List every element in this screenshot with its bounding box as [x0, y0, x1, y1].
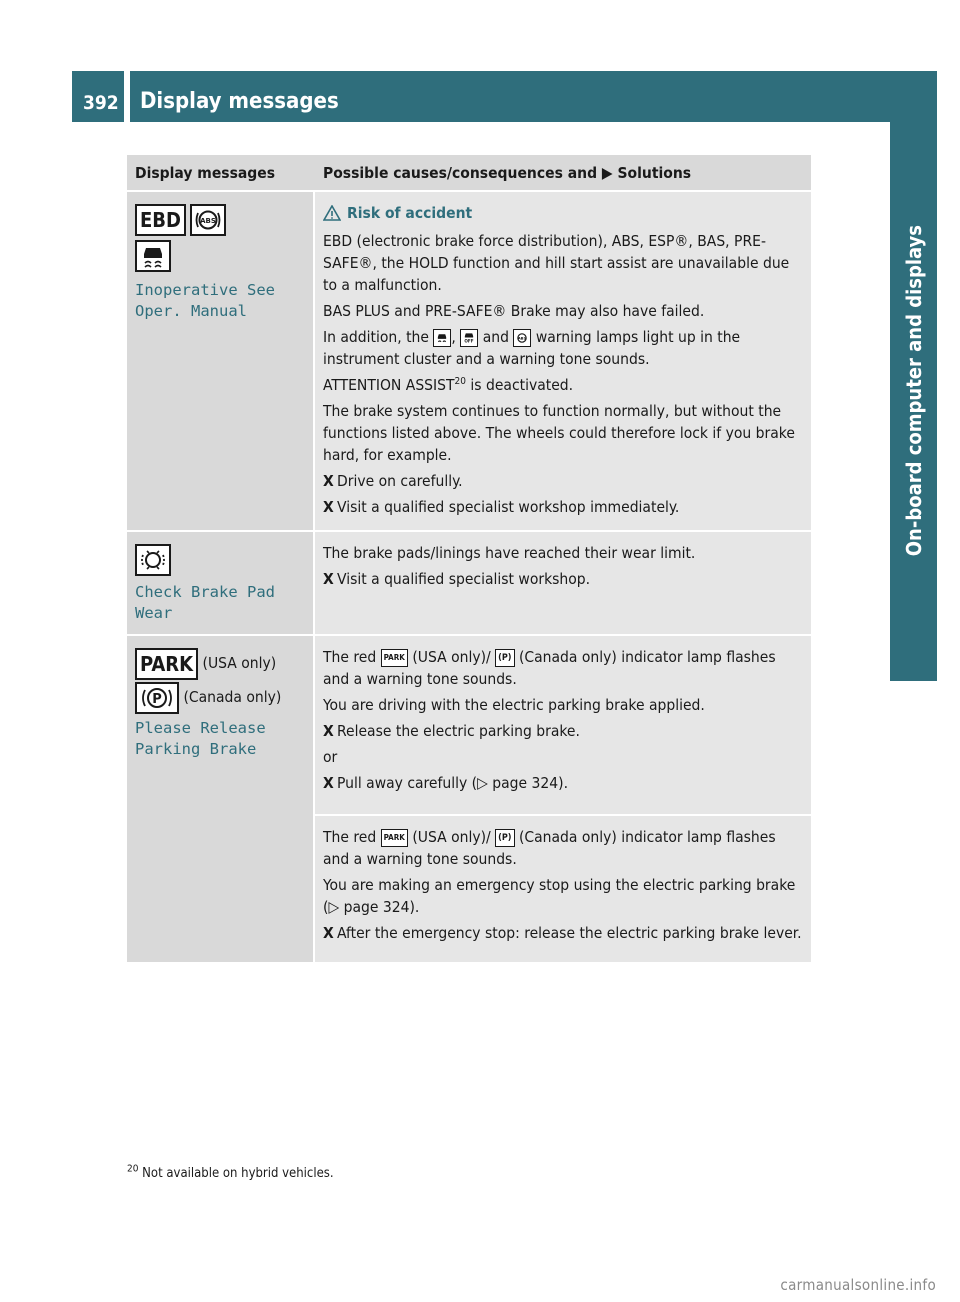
solutions-cell: [315, 532, 811, 636]
text-fragment: In addition, the: [323, 328, 429, 346]
col-header-causes-prefix: Possible causes/consequences and: [323, 163, 598, 182]
ebd-icon: EBD: [135, 204, 186, 236]
paragraph: The brake pads/linings have reached their wear limit.: [323, 544, 696, 562]
solutions-cell: [315, 816, 811, 962]
warning-heading: [323, 202, 803, 224]
text-fragment: (USA only)/: [412, 648, 491, 666]
paragraph: [323, 646, 803, 690]
solutions-cell: [315, 192, 811, 532]
footnote-number: 20: [127, 1163, 139, 1175]
warning-triangle-icon: [323, 205, 341, 221]
paragraph: [323, 374, 803, 396]
step-x-icon: X: [323, 472, 334, 490]
parking-brake-p-small-icon: (P): [495, 829, 514, 847]
message-text: Please Release Parking Brake: [135, 719, 266, 758]
svg-text:P: P: [152, 691, 162, 707]
page-title: Display messages: [130, 71, 890, 122]
paragraph: You are making an emergency stop using the electric parking brake (▷ page 324).: [323, 876, 796, 916]
paragraph: [323, 326, 803, 370]
step-text: After the emergency stop: release the electric parking brake lever.: [337, 924, 802, 942]
paragraph: The brake system continues to function normally, but without the functions listed above. The wheels could therefore lock if you brake hard, for example.: [323, 402, 795, 464]
page-header: [72, 71, 890, 122]
step-text: Visit a qualified specialist workshop immediately.: [337, 498, 680, 516]
message-text: Inoperative See Oper. Manual: [135, 281, 275, 320]
park-small-icon: PARK: [381, 649, 408, 667]
step-text: Release the electric parking brake.: [337, 722, 580, 740]
table-row: [127, 532, 811, 636]
paragraph: BAS PLUS and PRE-SAFE® Brake may also have failed.: [323, 302, 705, 320]
side-tab-label-wrap: [890, 71, 937, 631]
parking-brake-p-small-icon: (P): [495, 649, 514, 667]
step-item: [323, 470, 803, 492]
display-message-cell: [127, 636, 315, 962]
text-fragment: (USA only)/: [412, 828, 491, 846]
display-message-cell: [127, 192, 315, 532]
svg-text:ABS: ABS: [200, 217, 217, 225]
abs-icon: [190, 204, 226, 236]
paragraph: EBD (electronic brake force distribution), ABS, ESP®, BAS, PRE-SAFE®, the HOLD function and hill start assist are unavailable due to a malfunction.: [323, 232, 790, 294]
esp-off-warning-lamp-icon: [460, 329, 478, 347]
col-header-solutions: Solutions: [617, 163, 692, 182]
park-lamp-icon: PARK: [135, 648, 198, 680]
side-tab-marker: [890, 631, 937, 681]
solutions-cell: [315, 636, 811, 816]
col-header-causes: [315, 155, 811, 192]
text-fragment: The red: [323, 828, 377, 846]
paragraph: You are driving with the electric parking brake applied.: [323, 696, 705, 714]
step-x-icon: X: [323, 722, 334, 740]
esp-warning-lamp-icon: [433, 329, 451, 347]
or-text: or: [323, 748, 338, 766]
display-messages-table: [127, 155, 811, 962]
canada-label: (Canada only): [183, 688, 282, 706]
step-item: [323, 568, 803, 590]
page-number: 392: [72, 71, 124, 122]
step-item: [323, 496, 803, 518]
svg-text:OFF: OFF: [464, 338, 474, 344]
step-x-icon: X: [323, 498, 334, 516]
table-row: [127, 192, 811, 532]
step-x-icon: X: [323, 924, 334, 942]
side-tab-label: On-board computer and displays: [901, 224, 926, 556]
text-fragment: and: [482, 328, 509, 346]
step-x-icon: X: [323, 774, 334, 792]
text-fragment: (Canada only) indicator lamp flashes and a warning tone sounds.: [323, 648, 776, 688]
text-fragment: ,: [451, 328, 456, 346]
step-item: [323, 772, 803, 794]
display-message-cell: [127, 532, 315, 636]
text-fragment: is deactivated.: [465, 376, 574, 394]
table-row: [127, 636, 811, 816]
step-text: Drive on carefully.: [337, 472, 463, 490]
esp-icon: [135, 240, 171, 272]
message-text: Check Brake Pad Wear: [135, 583, 275, 622]
text-fragment: The red: [323, 648, 377, 666]
warning-title: Risk of accident: [347, 204, 473, 222]
park-small-icon: PARK: [381, 829, 408, 847]
step-text: Pull away carefully (▷ page 324).: [337, 774, 569, 792]
footnote-ref: 20: [454, 375, 466, 387]
step-item: [323, 720, 803, 742]
step-text: Visit a qualified specialist workshop.: [337, 570, 591, 588]
text-fragment: (Canada only) indicator lamp flashes and a warning tone sounds.: [323, 828, 776, 868]
paragraph: [323, 826, 803, 870]
svg-text:ABS: ABS: [518, 335, 527, 340]
step-item: [323, 922, 803, 944]
footnote: [127, 1163, 334, 1181]
text-fragment: ATTENTION ASSIST: [323, 376, 455, 394]
abs-warning-lamp-icon: [513, 329, 531, 347]
col-header-display-messages: Display messages: [127, 155, 315, 192]
arrow-right-icon: ▶: [601, 163, 613, 182]
usa-label: (USA only): [202, 654, 277, 672]
watermark: carmanualsonline.info: [780, 1276, 936, 1294]
step-x-icon: X: [323, 570, 334, 588]
brake-pad-wear-icon: [135, 544, 171, 576]
footnote-text: Not available on hybrid vehicles.: [138, 1166, 334, 1181]
text-fragment: warning lamps light up in the instrument cluster and a warning tone sounds.: [323, 328, 741, 368]
parking-brake-p-icon: [135, 682, 179, 714]
